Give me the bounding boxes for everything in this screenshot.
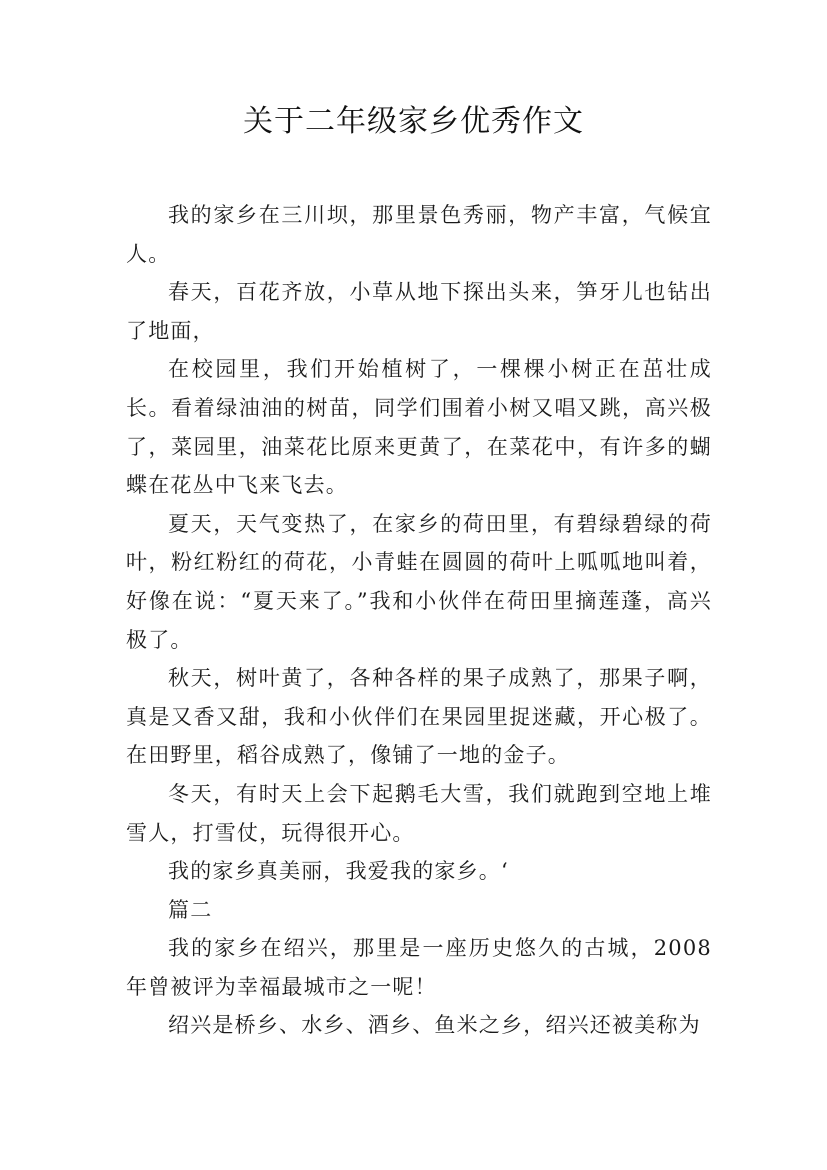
paragraph-5: 秋天，树叶黄了，各种各样的果子成熟了，那果子啊，真是又香又甜，我和小伙伴们在果园里捉迷藏，开心极了。在田野里，稻谷成熟了，像铺了一地的金子。 — [126, 666, 712, 768]
paragraph-6: 冬天，有时天上会下起鹅毛大雪，我们就跑到空地上堆雪人，打雪仗，玩得很开心。 — [126, 781, 712, 845]
section-heading: 篇二 — [168, 897, 213, 922]
paragraph-7: 我的家乡真美丽，我爱我的家乡。‘ — [168, 859, 509, 884]
document-title: 关于二年级家乡优秀作文 — [243, 104, 584, 139]
paragraph-3: 在校园里，我们开始植树了，一棵棵小树正在茁壮成长。看着绿油油的树苗，同学们围着小树又唱又跳，高兴极了，菜园里，油菜花比原来更黄了，在菜花中，有许多的蝴蝶在花丛中飞来飞去。 — [126, 357, 712, 498]
paragraph-8: 我的家乡在绍兴，那里是一座历史悠久的古城，2008年曾被评为幸福最城市之一呢！ — [126, 936, 712, 999]
paragraph-9: 绍兴是桥乡、水乡、酒乡、鱼米之乡，绍兴还被美称为 — [168, 1013, 701, 1038]
document-body — [126, 196, 712, 1045]
paragraph-2: 春天，百花齐放，小草从地下探出头来，笋牙儿也钻出了地面， — [126, 280, 712, 343]
paragraph-1: 我的家乡在三川坝，那里景色秀丽，物产丰富，气候宜人。 — [126, 203, 712, 266]
paragraph-4: 夏天，天气变热了，在家乡的荷田里，有碧绿碧绿的荷叶，粉红粉红的荷花，小青蛙在圆圆的荷叶上呱呱地叫着，好像在说：“夏天来了。”我和小伙伴在荷田里摘莲蓬，高兴极了。 — [126, 511, 712, 652]
